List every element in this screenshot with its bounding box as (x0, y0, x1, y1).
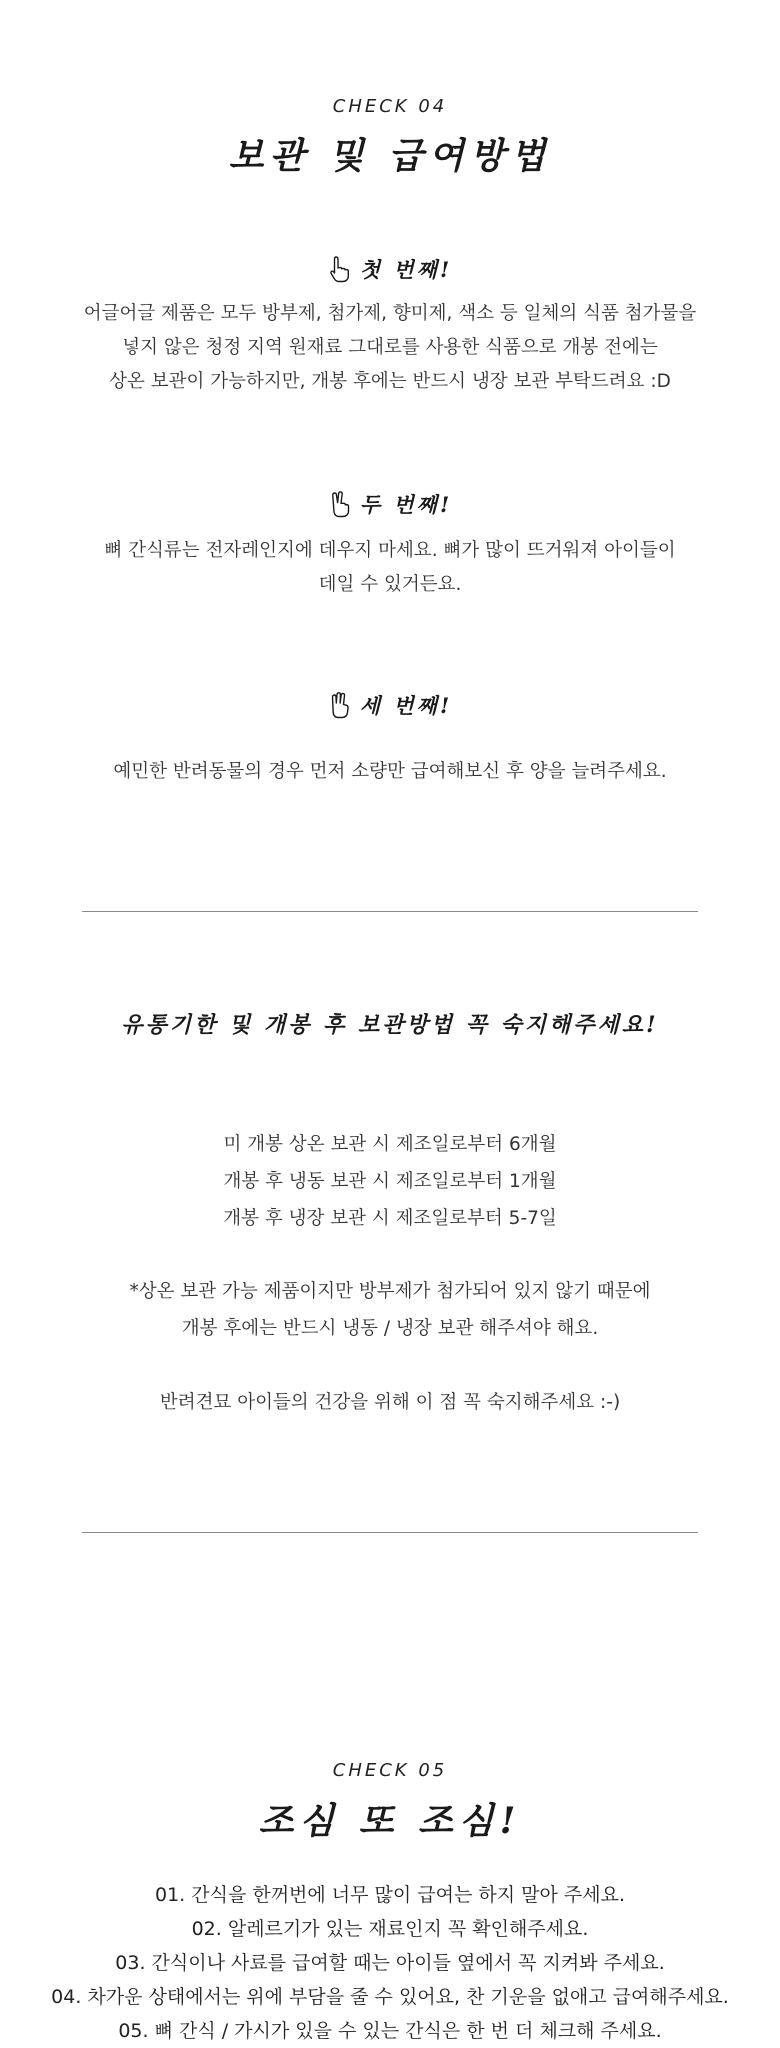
step-first-line-1: 어글어글 제품은 모두 방부제, 첨가제, 향미제, 색소 등 일체의 식품 첨가물을 (83, 303, 697, 324)
caution-item-5: 05. 뼈 간식 / 가시가 있을 수 있는 간식은 한 번 더 체크해 주세요. (118, 2020, 662, 2042)
step-first-heading: 첫 번째! (359, 257, 453, 282)
storage-note (0, 1273, 780, 1347)
storage-period-opened-frozen: 개봉 후 냉동 보관 시 제조일로부터 1개월 (223, 1171, 557, 1192)
caution-item-3: 03. 간식이나 사료를 급여할 때는 아이들 옆에서 꼭 지켜봐 주세요. (115, 1952, 665, 1974)
caution-item-2: 02. 알레르기가 있는 재료인지 꼭 확인해주세요. (191, 1918, 589, 1940)
check-05-label: CHECK 05 (332, 1760, 448, 1781)
hand-three-fingers-icon (328, 691, 352, 719)
hand-two-fingers-icon (328, 490, 352, 518)
caution-item-1: 01. 간식을 한꺼번에 너무 많이 급여는 하지 말아 주세요. (154, 1884, 625, 1906)
step-second (0, 489, 780, 519)
step-second-line-1: 뼈 간식류는 전자레인지에 데우지 마세요. 뼈가 많이 뜨거워져 아이들이 (104, 540, 676, 561)
step-third-heading: 세 번째! (359, 693, 453, 718)
hand-one-finger-icon (328, 255, 352, 283)
section-divider-top (82, 911, 698, 912)
storage-notice-title: 유통기한 및 개봉 후 보관방법 꼭 숙지해주세요! (121, 1012, 659, 1038)
section-title-storage-feeding: 보관 및 급여방법 (228, 135, 552, 177)
storage-note-line-1: *상온 보관 가능 제품이지만 방부제가 첨가되어 있지 않기 때문에 (129, 1281, 651, 1302)
step-second-text (0, 534, 780, 602)
section-divider-bottom (82, 1532, 698, 1533)
storage-period-unopened-room-temp: 미 개봉 상온 보관 시 제조일로부터 6개월 (223, 1134, 557, 1155)
step-first-line-3: 상온 보관이 가능하지만, 개봉 후에는 반드시 냉장 보관 부탁드려요 :D (109, 371, 671, 392)
storage-period-opened-refrigerated: 개봉 후 냉장 보관 시 제조일로부터 5-7일 (223, 1208, 557, 1229)
storage-periods (0, 1126, 780, 1237)
step-third (0, 690, 780, 720)
step-third-text (0, 755, 780, 789)
check-04-label: CHECK 04 (332, 96, 448, 117)
step-second-line-2: 데일 수 있거든요. (318, 574, 462, 595)
step-first (0, 254, 780, 284)
section-title-caution: 조심 또 조심! (258, 1800, 522, 1842)
step-first-line-2: 넣지 않은 청정 지역 원재료 그대로를 사용한 식품으로 개봉 전에는 (122, 337, 658, 358)
storage-closing: 반려견묘 아이들의 건강을 위해 이 점 꼭 숙지해주세요 :-) (159, 1392, 621, 1413)
step-second-heading: 두 번째! (359, 492, 453, 517)
caution-item-4: 04. 차가운 상태에서는 위에 부담을 줄 수 있어요, 찬 기운을 없애고 급여해주세요. (51, 1986, 729, 2008)
step-first-text (0, 297, 780, 399)
step-third-line-1: 예민한 반려동물의 경우 먼저 소량만 급여해보신 후 양을 늘려주세요. (113, 761, 667, 782)
caution-list (0, 1878, 780, 2048)
storage-note-line-2: 개봉 후에는 반드시 냉동 / 냉장 보관 해주셔야 해요. (181, 1318, 599, 1339)
